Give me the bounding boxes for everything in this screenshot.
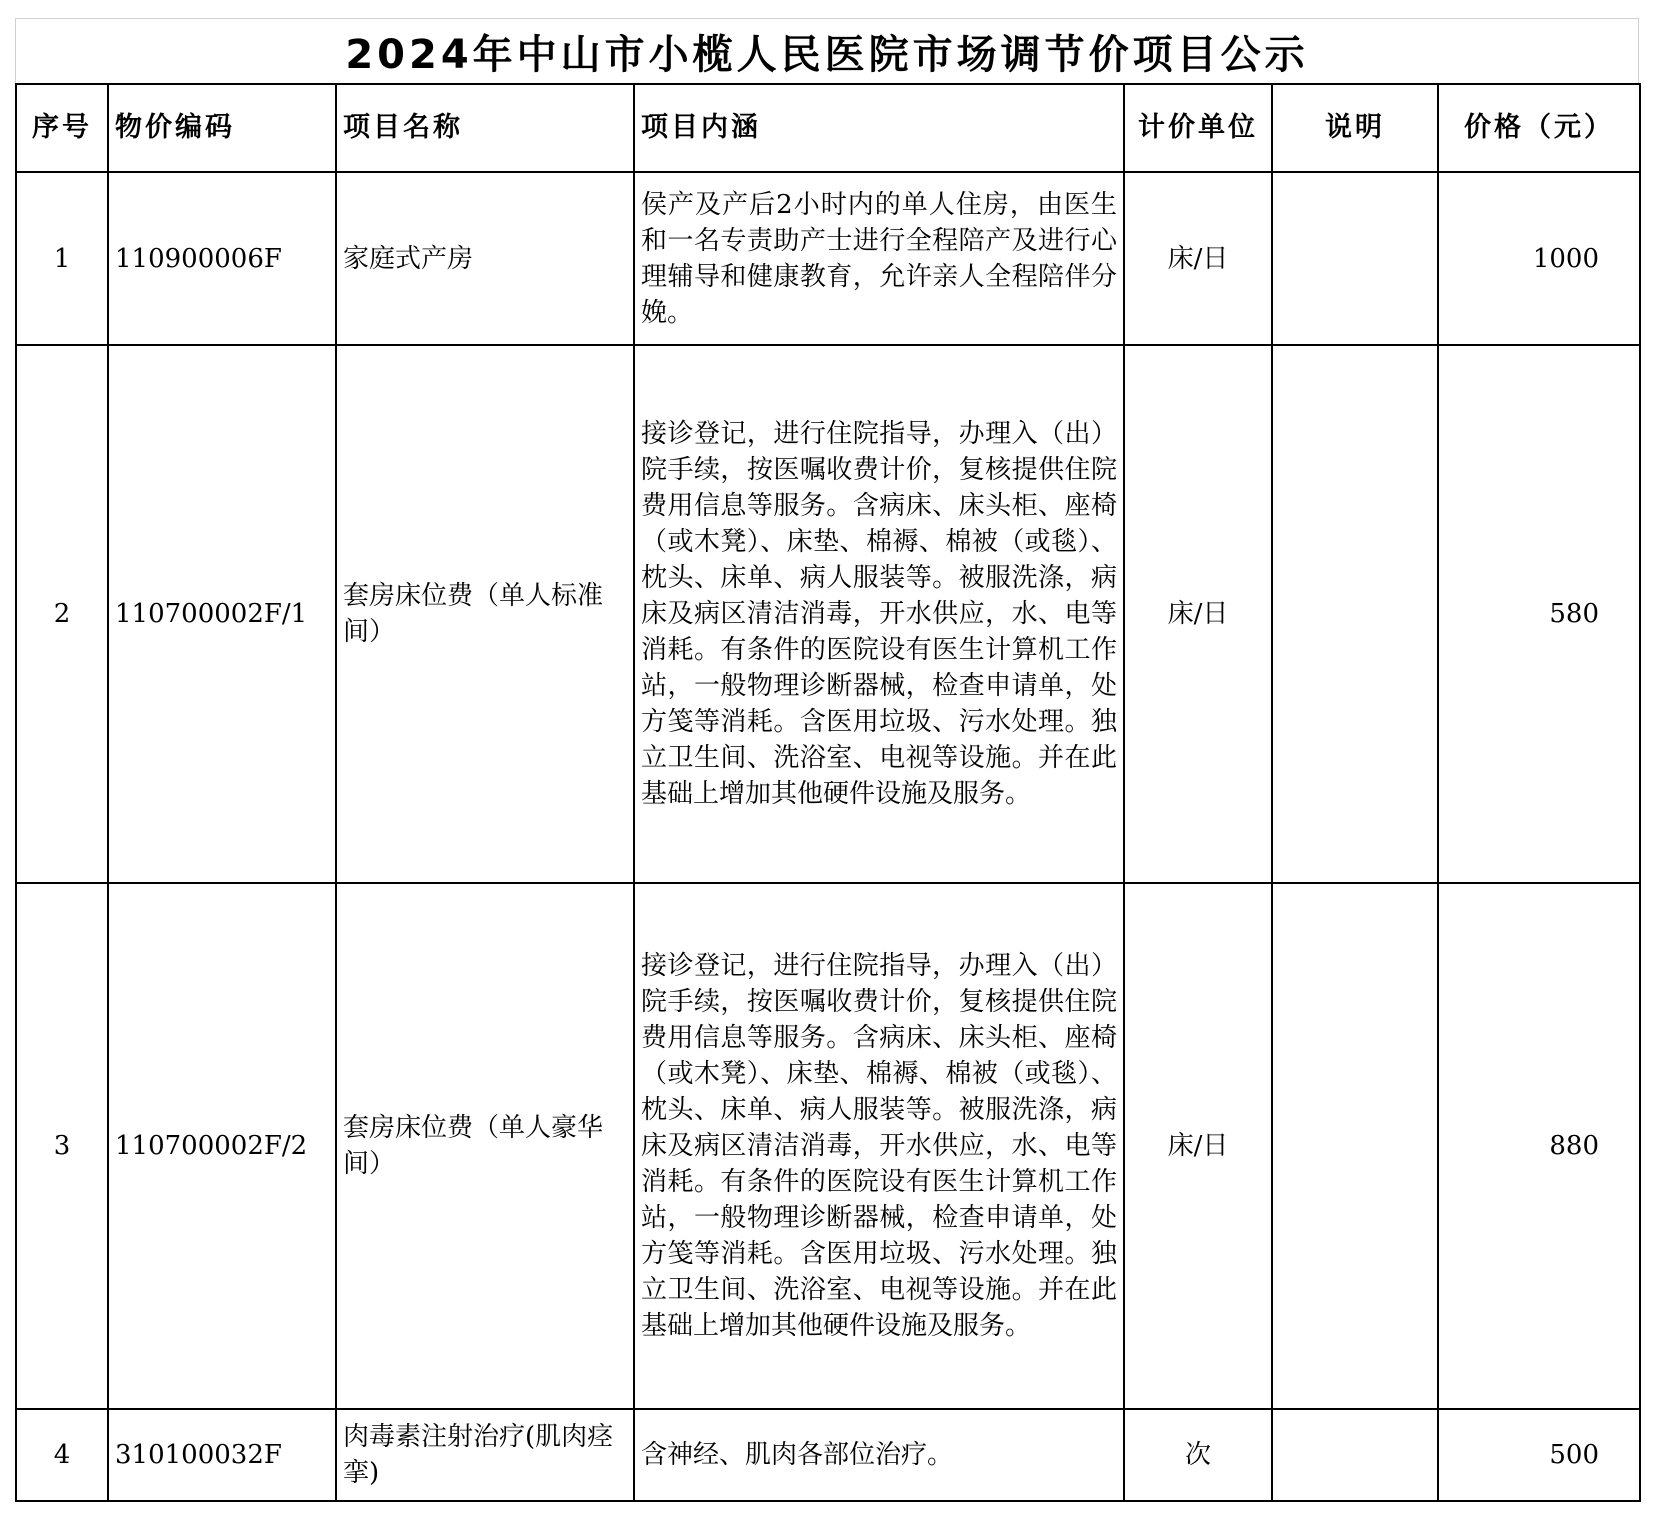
cell-content: 接诊登记，进行住院指导，办理入（出）院手续，按医嘱收费计价，复核提供住院费用信息等服务。含病床、床头柜、座椅（或木凳）、床垫、棉褥、棉被（或毯）、枕头、床单、病人服装等。被服洗涤，病床及病区清洁消毒，开水供应，水、电等消耗。有条件的医院设有医生计算机工作站，一般物理诊断器械，检查申请单，处方笺等消耗。含医用垃圾、污水处理。独立卫生间、洗浴室、电视等设施。并在此基础上增加其他硬件设施及服务。 [634,883,1124,1409]
cell-seq: 4 [16,1409,108,1501]
cell-name: 套房床位费（单人豪华间） [336,883,634,1409]
cell-seq: 1 [16,172,108,345]
table-row [16,345,1640,883]
header-unit: 计价单位 [1124,84,1272,172]
header-name: 项目名称 [336,84,634,172]
cell-name: 套房床位费（单人标准间） [336,345,634,883]
price-notice-sheet [15,18,1639,1502]
cell-code: 110900006F [108,172,336,345]
cell-code: 110700002F/2 [108,883,336,1409]
cell-name: 肉毒素注射治疗(肌肉痉挛) [336,1409,634,1501]
cell-seq: 2 [16,345,108,883]
cell-price: 880 [1438,883,1640,1409]
header-note: 说明 [1272,84,1438,172]
cell-unit: 床/日 [1124,345,1272,883]
cell-content: 含神经、肌肉各部位治疗。 [634,1409,1124,1501]
cell-price: 500 [1438,1409,1640,1501]
document-title: 2024年中山市小榄人民医院市场调节价项目公示 [15,18,1639,83]
table-row [16,883,1640,1409]
table-row [16,172,1640,345]
header-seq: 序号 [16,84,108,172]
cell-unit: 床/日 [1124,883,1272,1409]
cell-unit: 次 [1124,1409,1272,1501]
cell-unit: 床/日 [1124,172,1272,345]
cell-note [1272,883,1438,1409]
header-code: 物价编码 [108,84,336,172]
cell-note [1272,1409,1438,1501]
cell-price: 580 [1438,345,1640,883]
header-price: 价格（元） [1438,84,1640,172]
table-header-row [16,84,1640,172]
cell-name: 家庭式产房 [336,172,634,345]
cell-content: 侯产及产后2小时内的单人住房，由医生和一名专责助产士进行全程陪产及进行心理辅导和健康教育，允许亲人全程陪伴分娩。 [634,172,1124,345]
header-content: 项目内涵 [634,84,1124,172]
cell-code: 110700002F/1 [108,345,336,883]
cell-seq: 3 [16,883,108,1409]
price-table [15,83,1641,1502]
table-row [16,1409,1640,1501]
cell-content: 接诊登记，进行住院指导，办理入（出）院手续，按医嘱收费计价，复核提供住院费用信息等服务。含病床、床头柜、座椅（或木凳）、床垫、棉褥、棉被（或毯）、枕头、床单、病人服装等。被服洗涤，病床及病区清洁消毒，开水供应，水、电等消耗。有条件的医院设有医生计算机工作站，一般物理诊断器械，检查申请单，处方笺等消耗。含医用垃圾、污水处理。独立卫生间、洗浴室、电视等设施。并在此基础上增加其他硬件设施及服务。 [634,345,1124,883]
cell-note [1272,172,1438,345]
cell-code: 310100032F [108,1409,336,1501]
cell-note [1272,345,1438,883]
cell-price: 1000 [1438,172,1640,345]
